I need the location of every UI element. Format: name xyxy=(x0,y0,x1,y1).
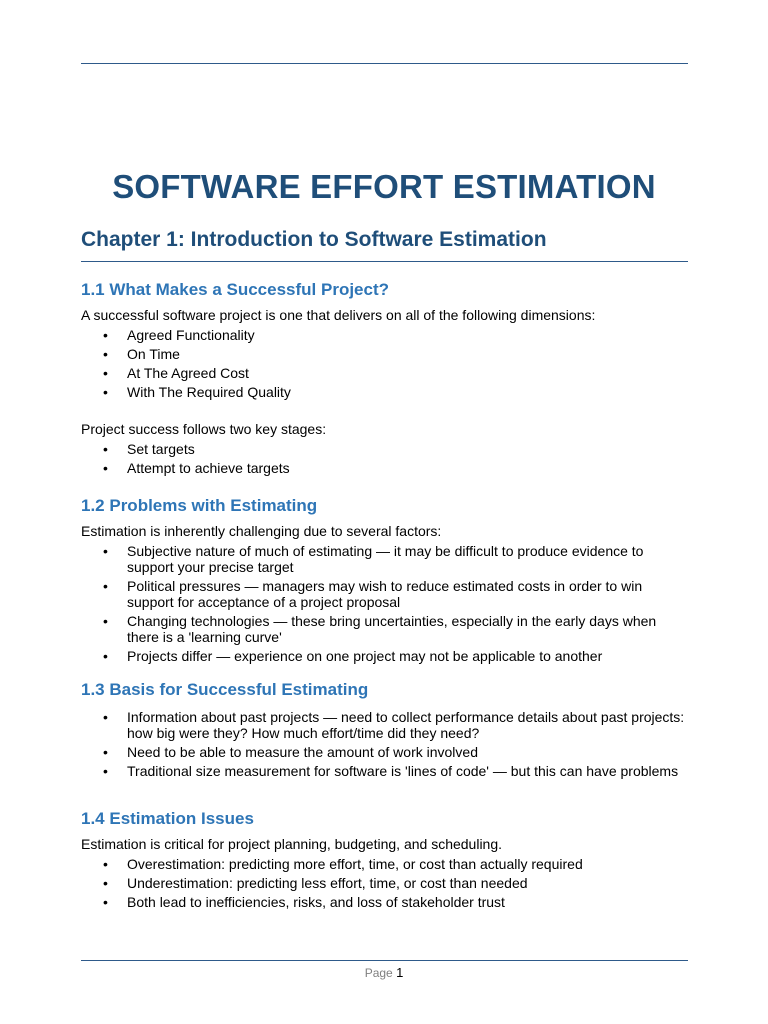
list-item: • Overestimation: predicting more effort, time, or cost than actually required xyxy=(103,856,583,872)
bullet-icon: • xyxy=(103,543,108,559)
document-title: SOFTWARE EFFORT ESTIMATION xyxy=(112,168,656,205)
chapter-rule xyxy=(81,261,688,262)
bullet-list xyxy=(81,441,691,476)
bullet-icon: • xyxy=(103,613,108,629)
list-item: • Projects differ — experience on one project may not be applicable to another xyxy=(103,648,603,664)
bullet-icon: • xyxy=(103,327,108,343)
section-1-4 xyxy=(81,809,691,910)
section-heading: 1.3 Basis for Successful Estimating xyxy=(81,680,369,699)
list-item: • At The Agreed Cost xyxy=(103,365,249,381)
page-footer xyxy=(0,965,768,980)
bullet-icon: • xyxy=(103,709,108,725)
list-item: • Changing technologies — these bring uncertainties, especially in the early days when there is a 'learning curve' xyxy=(103,613,657,645)
section-1-1 xyxy=(81,280,691,476)
bullet-icon: • xyxy=(103,856,108,872)
list-item: • With The Required Quality xyxy=(103,384,291,400)
bullet-icon: • xyxy=(103,460,108,476)
section-intro: Estimation is inherently challenging due to several factors: xyxy=(81,523,442,539)
bullet-icon: • xyxy=(103,894,108,910)
list-item: • Both lead to inefficiencies, risks, and loss of stakeholder trust xyxy=(103,894,505,910)
list-item: • Agreed Functionality xyxy=(103,327,255,343)
bullet-icon: • xyxy=(103,365,108,381)
list-item: • Set targets xyxy=(103,441,195,457)
page-label: Page xyxy=(364,966,393,980)
section-heading: 1.2 Problems with Estimating xyxy=(81,496,318,515)
list-item: • Information about past projects — need to collect performance details about past projects: how big were they? How much effort/time did they need? xyxy=(103,709,685,741)
bullet-list xyxy=(81,327,691,400)
bullet-icon: • xyxy=(103,648,108,664)
section-intro: Project success follows two key stages: xyxy=(81,421,327,437)
list-item: • Political pressures — managers may wish to reduce estimated costs in order to win support for acceptance of a project proposal xyxy=(103,578,643,610)
bullet-icon: • xyxy=(103,744,108,760)
section-heading: 1.4 Estimation Issues xyxy=(81,809,254,828)
bullet-list xyxy=(81,543,691,664)
section-1-2 xyxy=(81,496,691,664)
section-heading: 1.1 What Makes a Successful Project? xyxy=(81,280,390,299)
bullet-icon: • xyxy=(103,875,108,891)
bullet-icon: • xyxy=(103,578,108,594)
list-item: • Need to be able to measure the amount of work involved xyxy=(103,744,478,760)
section-intro: A successful software project is one that delivers on all of the following dimensions: xyxy=(81,307,596,323)
list-item: • Traditional size measurement for software is 'lines of code' — but this can have problems xyxy=(103,763,679,779)
bullet-icon: • xyxy=(103,384,108,400)
list-item: • On Time xyxy=(103,346,180,362)
bullet-list xyxy=(81,709,691,779)
header-rule xyxy=(81,63,688,64)
bullet-list xyxy=(81,856,691,910)
footer-rule xyxy=(81,960,688,961)
list-item: • Subjective nature of much of estimating — it may be difficult to produce evidence to support your precise target xyxy=(103,543,644,575)
section-intro: Estimation is critical for project planning, budgeting, and scheduling. xyxy=(81,836,503,852)
bullet-icon: • xyxy=(103,763,108,779)
bullet-icon: • xyxy=(103,441,108,457)
list-item: • Attempt to achieve targets xyxy=(103,460,290,476)
list-item: • Underestimation: predicting less effort, time, or cost than needed xyxy=(103,875,528,891)
section-1-3 xyxy=(81,680,691,779)
bullet-icon: • xyxy=(103,346,108,362)
chapter-heading: Chapter 1: Introduction to Software Estimation xyxy=(81,228,547,251)
page-number: 1 xyxy=(396,965,404,980)
